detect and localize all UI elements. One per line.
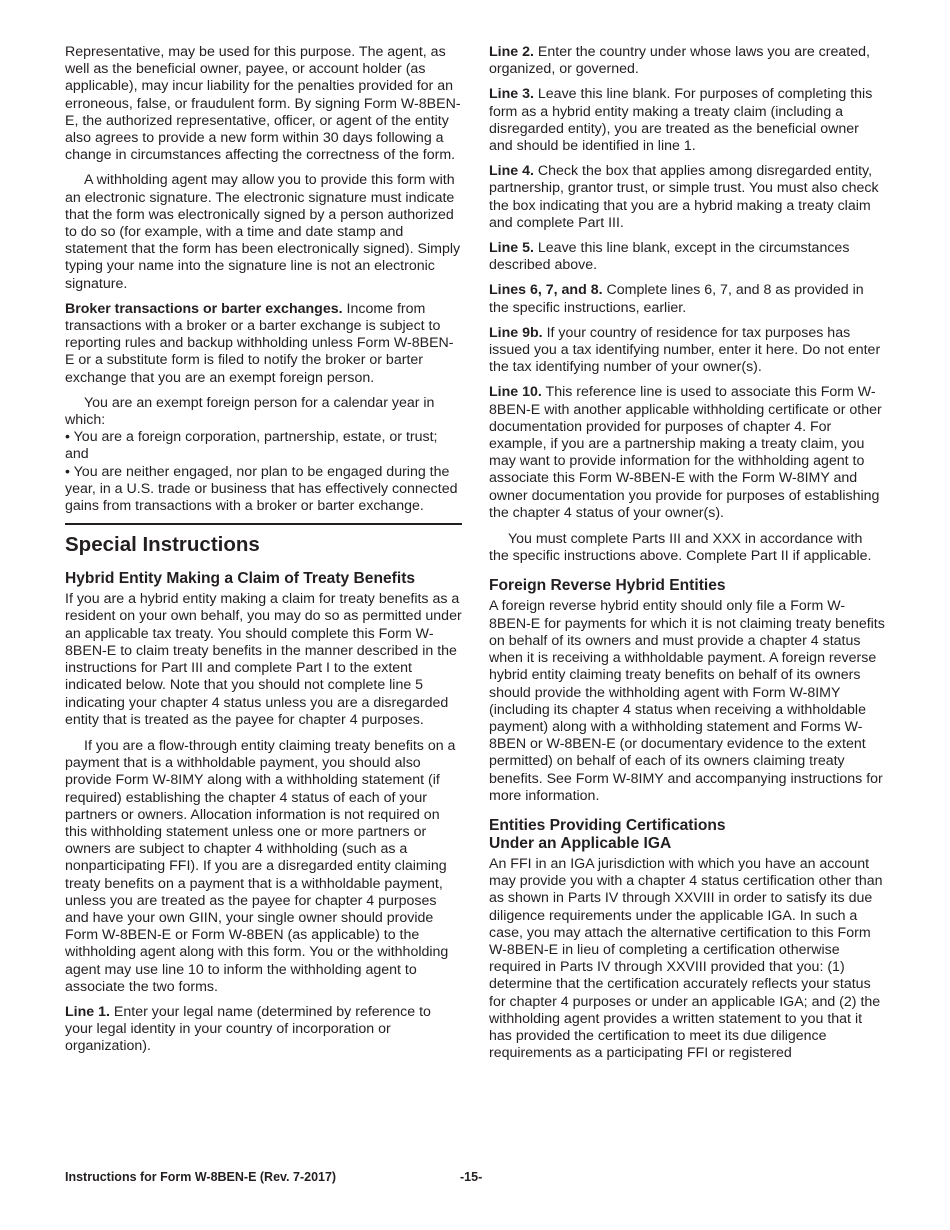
paragraph-foreign-reverse-hybrid: A foreign reverse hybrid entity should only file a Form W-8BEN-E for payments for which it is not claiming treaty benefits on behalf of its owners and must provide a chapter 4 status when it is receiving a withholdable payment. A foreign reverse hybrid entity claiming treaty benefits on behalf of its owners should provide the withholding agent with Form W-8IMY (including its chapter 4 status when receiving a withholdable payment) along with a withholding statement and Forms W-8BEN or W-8BEN-E (or documentary evidence to the extent permitted) on behalf of each of its owners claiming treaty benefits. See Form W-8IMY and accompanying instructions for more information. [489,598,885,804]
iga-heading-line-1: Entities Providing Certifications [489,816,726,834]
foreign-reverse-hybrid-heading: Foreign Reverse Hybrid Entities [489,577,726,595]
footer-form-title: Instructions for Form W-8BEN-E (Rev. 7-2017) [65,1170,337,1184]
lines-6-7-8-text: Complete lines 6, 7, and 8 as provided in the specific instructions, earlier. [489,282,864,316]
bullet-not-engaged: • You are neither engaged, nor plan to be engaged during the year, in a U.S. trade or business that has effectively connected gains from transactions with a broker or barter exchange. [65,463,458,515]
paragraph-lines-6-7-8 [489,282,885,316]
line-2-text: Enter the country under whose laws you are created, organized, or governed. [489,44,870,78]
line-10-label: Line 10. [489,384,542,401]
line-5-text: Leave this line blank, except in the circumstances described above. [489,240,850,274]
page-footer [65,1168,885,1186]
paragraph-line-5 [489,240,885,274]
iga-heading-line-2: Under an Applicable IGA [489,834,672,852]
line-2-label: Line 2. [489,44,534,60]
broker-heading: Broker transactions or barter exchanges. [65,300,343,317]
paragraph-line-2 [489,44,885,78]
line-1-text: Enter your legal name (determined by reference to your legal identity in your country of incorporation or organization). [65,1003,431,1055]
paragraph-electronic-signature: A withholding agent may allow you to provide this form with an electronic signature. The electronic signature must indicate that the form was electronically signed by a person authorized to do so (for example, with a time and date stamp and statement that the form has been electronically signed). Simply typing your name into the signature line is not an electronic signature. [65,172,461,292]
paragraph-line-1 [65,1004,462,1056]
paragraph-line-10 [489,384,885,522]
lines-6-7-8-label: Lines 6, 7, and 8. [489,282,603,299]
line-4-text: Check the box that applies among disregarded entity, partnership, grantor trust, or simple trust. You must also check the box indicating that you are a hybrid making a treaty claim and complete Part III. [489,163,879,231]
paragraph-complete-parts: You must complete Parts III and XXX in accordance with the specific instructions above. Complete Part II if applicable. [489,531,872,565]
broker-text: Income from transactions with a broker or a barter exchange is subject to reporting rules and backup withholding unless Form W-8BEN-E or a substitute form is filed to notify the broker or barter exchange that you are an exempt foreign person. [65,300,454,386]
iga-certifications-heading [489,817,885,853]
paragraph-exempt-person: You are an exempt foreign person for a calendar year in which: [65,394,435,429]
footer-page-number: -15- [460,1170,483,1184]
right-column [489,44,885,1062]
paragraph-flow-through: If you are a flow-through entity claiming treaty benefits on a payment that is a withholdable payment, you should also provide Form W-8IMY along with a withholding statement (if required) establishing the chapter 4 status of each of your partners or owners. Allocation information is not required on this withholding statement unless one or more partners or owners are subject to chapter 4 withholding (such as a nonparticipating FFI). If you are a disregarded entity claiming treaty benefits on a payment that is a withholdable payment, unless you are treated as the payee for chapter 4 purposes and have your own GIIN, your single owner should provide Form W-8BEN-E or Form W-8BEN (as applicable) to the withholding agent along with this form. You or the withholding agent may use line 10 to inform the withholding agent to associate the two forms. [65,737,456,995]
paragraph-iga-certifications: An FFI in an IGA jurisdiction with which you have an account may provide you with a chapter 4 status certification other than as shown in Parts IV through XXVIII in order to satisfy its due diligence requirements under the applicable IGA. In such a case, you may attach the alternative certification to this Form W-8BEN-E in lieu of completing a certification otherwise required in Parts IV through XXVIII provided that you: (1) determine that the certification accurately reflects your status for chapter 4 purposes or under an applicable IGA; and (2) the withholding agent provides a written statement to you that it has provided the certification to meet its due diligence requirements as a participating FFI or registered [489,855,883,1062]
paragraph-representative: Representative, may be used for this purpose. The agent, as well as the beneficial owner, payee, or account holder (as applicable), may incur liability for the penalties provided for an erroneous, false, or fraudulent form. By signing Form W-8BEN-E, the authorized representative, officer, or agent of the entity also agrees to provide a new form within 30 days following a change in circumstances affecting the correctness of the form. [65,44,461,164]
line-9b-label: Line 9b. [489,324,543,341]
paragraph-line-9b [489,325,885,377]
line-10-text: This reference line is used to associate this Form W-8BEN-E with another applicable withholding certificate or other documentation provided for purposes of chapter 4. For example, if you are a partnership making a treaty claim, you may want to provide information for the withholding agent to associate this Form W-8BEN-E with the Form W-8IMY and owner documentation you provide for purposes of establishing the chapter 4 status of your owner(s). [489,384,882,521]
line-3-text: Leave this line blank. For purposes of completing this form as a hybrid entity making a treaty claim (including a disregarded entity), you are treated as the beneficial owner and should be identified in line 1. [489,86,873,155]
line-1-label: Line 1. [65,1003,110,1020]
paragraph-line-4 [489,163,885,232]
paragraph-line-3 [489,86,885,155]
line-3-label: Line 3. [489,86,534,103]
line-5-label: Line 5. [489,240,534,257]
paragraph-hybrid-entity: If you are a hybrid entity making a claim for treaty benefits as a resident on your own behalf, you may do so as permitted under an applicable tax treaty. You should complete this Form W-8BEN-E to claim treaty benefits in the manner described in the instructions for Part III and complete Part I to the extent indicated below. Note that you should not complete line 5 indicating your chapter 4 status unless you are a disregarded entity that is treated as the payee for chapter 4 purposes. [65,591,462,728]
hybrid-entity-heading: Hybrid Entity Making a Claim of Treaty Benefits [65,570,416,588]
paragraph-broker-transactions [65,301,462,387]
special-instructions-heading: Special Instructions [65,523,462,557]
line-4-label: Line 4. [489,163,534,180]
line-9b-text: If your country of residence for tax purposes has issued you a tax identifying number, enter it here. Do not enter the tax identifying number of your owner(s). [489,324,881,376]
bullet-foreign-corporation: • You are a foreign corporation, partnership, estate, or trust; and [65,429,438,463]
left-column [65,44,462,1064]
